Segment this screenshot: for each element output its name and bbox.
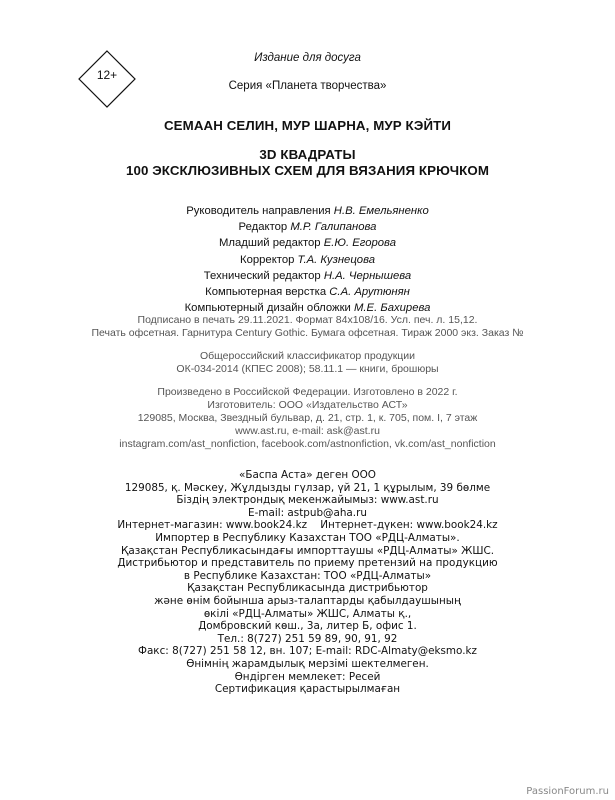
credits-list xyxy=(0,203,615,316)
kz-info-line: «Баспа Аста» деген ООО xyxy=(239,469,376,481)
kz-info-line: 129085, қ. Мәскеу, Жұлдызды гүлзар, үй 21, 1 құрылым, 39 бөлме xyxy=(124,481,491,494)
credit-line: Корректор Т.А. Кузнецова xyxy=(240,253,375,266)
series-name: Серия «Планета творчества» xyxy=(228,80,387,92)
kz-info-line: Өндірген мемлекет: Ресей xyxy=(234,670,381,683)
kz-info-line: Интернет-магазин: www.book24.kz Интернет-дүкен: www.book24.kz xyxy=(117,519,498,532)
classifier-line-2: ОК-034-2014 (КПЕС 2008); 58.11.1 — книги, брошюры xyxy=(176,363,439,375)
print-info-line-1: Подписано в печать 29.11.2021. Формат 84х108/16. Усл. печ. л. 15,12. xyxy=(137,314,478,326)
kazakhstan-importer-info xyxy=(0,469,615,696)
book-title-line-1: 3D КВАДРАТЫ xyxy=(259,147,356,162)
kz-info-line: Біздің электрондық мекенжайымыз: www.ast.ru xyxy=(176,494,439,507)
kz-info-line: өкілі «РДЦ-Алматы» ЖШС, Алматы қ., xyxy=(203,607,412,620)
age-rating-text: 12+ xyxy=(96,68,118,82)
print-info xyxy=(0,314,615,340)
kz-info-line: Сертификация қарастырылмаған xyxy=(214,683,401,696)
kz-info-line: және өнім бойынша арыз-талаптарды қабылдаушының xyxy=(154,594,461,607)
kz-info-line: Қазақстан Республикасындағы импорттаушы «РДЦ-Алматы» ЖШС. xyxy=(120,544,495,557)
credit-line: Технический редактор Н.А. Чернышева xyxy=(203,269,412,282)
kz-info-line: Дистрибьютор и представитель по приему претензий на продукцию xyxy=(117,557,498,570)
manufacturer-line-3: 129085, Москва, Звездный бульвар, д. 21, стр. 1, к. 705, пом. I, 7 этаж xyxy=(137,412,478,424)
book-title-line-2: 100 ЭКСКЛЮЗИВНЫХ СХЕМ ДЛЯ ВЯЗАНИЯ КРЮЧКОМ xyxy=(125,163,490,178)
kz-info-line: Қазақстан Республикасында дистрибьютор xyxy=(187,582,428,595)
credit-line: Компьютерный дизайн обложки М.Е. Бахирева xyxy=(184,302,431,315)
classifier-line-1: Общероссийский классификатор продукции xyxy=(199,350,416,362)
kz-info-line: Өнімнің жарамдылық мерзімі шектелмеген. xyxy=(186,657,429,670)
edition-type: Издание для досуга xyxy=(254,52,361,64)
age-rating-badge xyxy=(78,50,136,108)
manufacturer-line-4: www.ast.ru, e-mail: ask@ast.ru xyxy=(235,425,380,437)
authors: СЕМААН СЕЛИН, МУР ШАРНА, МУР КЭЙТИ xyxy=(163,118,452,133)
manufacturer-info xyxy=(0,386,615,451)
kz-info-line: Факс: 8(727) 251 58 12, вн. 107; E-mail: RDC-Almaty@eksmo.kz xyxy=(138,645,477,658)
kz-info-line: Тел.: 8(727) 251 59 89, 90, 91, 92 xyxy=(217,632,398,645)
credit-line: Компьютерная верстка С.А. Арутюнян xyxy=(205,286,410,299)
kz-info-line: Домбровский көш., 3а, литер Б, офис 1. xyxy=(198,620,417,633)
product-classifier xyxy=(0,350,615,376)
manufacturer-line-5: instagram.com/ast_nonfiction, facebook.com/astnonfiction, vk.com/ast_nonfiction xyxy=(119,438,496,450)
watermark: PassionForum.ru xyxy=(526,786,609,797)
credit-line: Младший редактор Е.Ю. Егорова xyxy=(219,237,396,250)
manufacturer-line-1: Произведено в Российской Федерации. Изготовлено в 2022 г. xyxy=(157,386,458,398)
kz-info-line: E-mail: astpub@aha.ru xyxy=(248,506,367,519)
manufacturer-line-2: Изготовитель: ООО «Издательство АСТ» xyxy=(207,399,408,411)
print-info-line-2: Печать офсетная. Гарнитура Century Gothic. Бумага офсетная. Тираж 2000 экз. Заказ № xyxy=(91,327,524,339)
credit-line: Редактор М.Р. Галипанова xyxy=(238,221,377,234)
kz-info-line: в Республике Казахстан: ТОО «РДЦ-Алматы» xyxy=(183,569,432,582)
kz-info-line: Импортер в Республику Казахстан ТОО «РДЦ-Алматы». xyxy=(155,531,460,544)
credit-line: Руководитель направления Н.В. Емельяненко xyxy=(186,205,429,217)
